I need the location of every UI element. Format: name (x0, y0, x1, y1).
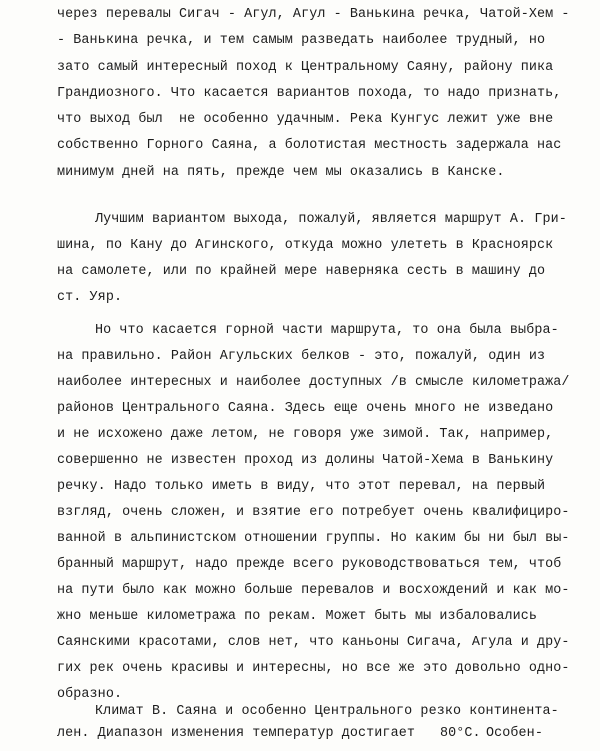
text-line: через перевалы Сигач - Агул, Агул - Ванькина речка, Чатой-Хем - (57, 7, 570, 22)
text-line: бранный маршрут, надо прежде всего руководствоваться тем, чтоб (57, 557, 562, 572)
text-line: лен. Диапазон изменения температур достигает (57, 726, 415, 741)
text-line: Климат В. Саяна и особенно Центрального резко континента- (95, 704, 559, 719)
text-line: речку. Надо только иметь в виду, что этот перевал, на первый (57, 479, 546, 494)
text-line: на пути было как можно больше перевалов и восхождений и как мо- (57, 583, 570, 598)
text-line: районов Центрального Саяна. Здесь еще очень много не изведано (57, 401, 554, 416)
text-line: Лучшим вариантом выхода, пожалуй, является маршрут А. Гри- (95, 212, 567, 227)
text-line: на самолете, или по крайней мере наверняка сесть в машину до (57, 264, 546, 279)
temperature-value: 80°С. (440, 726, 481, 741)
text-line: взгляд, очень сложен, и взятие его потребует очень квалифициро- (57, 505, 570, 520)
text-line: образно. (57, 687, 123, 702)
text-line: наиболее интересных и наиболее доступных /в смысле километража/ (57, 375, 570, 390)
text-line: шина, по Кану до Агинского, откуда можно улететь в Красноярск (57, 238, 554, 253)
text-line: Но что касается горной части маршрута, то она была выбра- (95, 323, 559, 338)
text-line: на правильно. Район Агульских белков - это, пожалуй, один из (57, 349, 546, 364)
text-line: - Ванькина речка, и тем самым разведать наиболее трудный, но (57, 33, 546, 48)
text-line: ст. Уяр. (57, 290, 123, 305)
text-line: что выход был не особенно удачным. Река Кунгус лежит уже вне (57, 112, 554, 127)
text-line: Грандиозного. Что касается вариантов похода, то надо признать, (57, 86, 562, 101)
text-line: Саянскими красотами, слов нет, что каньоны Сигача, Агула и дру- (57, 635, 570, 650)
text-line: собственно Горного Саяна, а болотистая местность задержала нас (57, 138, 562, 153)
text-line: гих рек очень красивы и интересны, но все же это довольно одно- (57, 661, 570, 676)
text-line: минимум дней на пять, прежде чем мы оказались в Канске. (57, 165, 505, 180)
text-line-tail: Особен- (486, 726, 543, 741)
text-line: ванной в альпинистском отношении группы. Но каким бы ни был вы- (57, 531, 570, 546)
text-line: и не исхожено даже летом, не говоря уже зимой. Так, например, (57, 427, 554, 442)
text-line: зато самый интересный поход к Центральному Саяну, району пика (57, 60, 554, 75)
text-line: жно меньше километража по рекам. Может быть мы избаловались (57, 609, 538, 624)
text-line: совершенно не известен проход из долины Чатой-Хема в Ванькину (57, 453, 554, 468)
